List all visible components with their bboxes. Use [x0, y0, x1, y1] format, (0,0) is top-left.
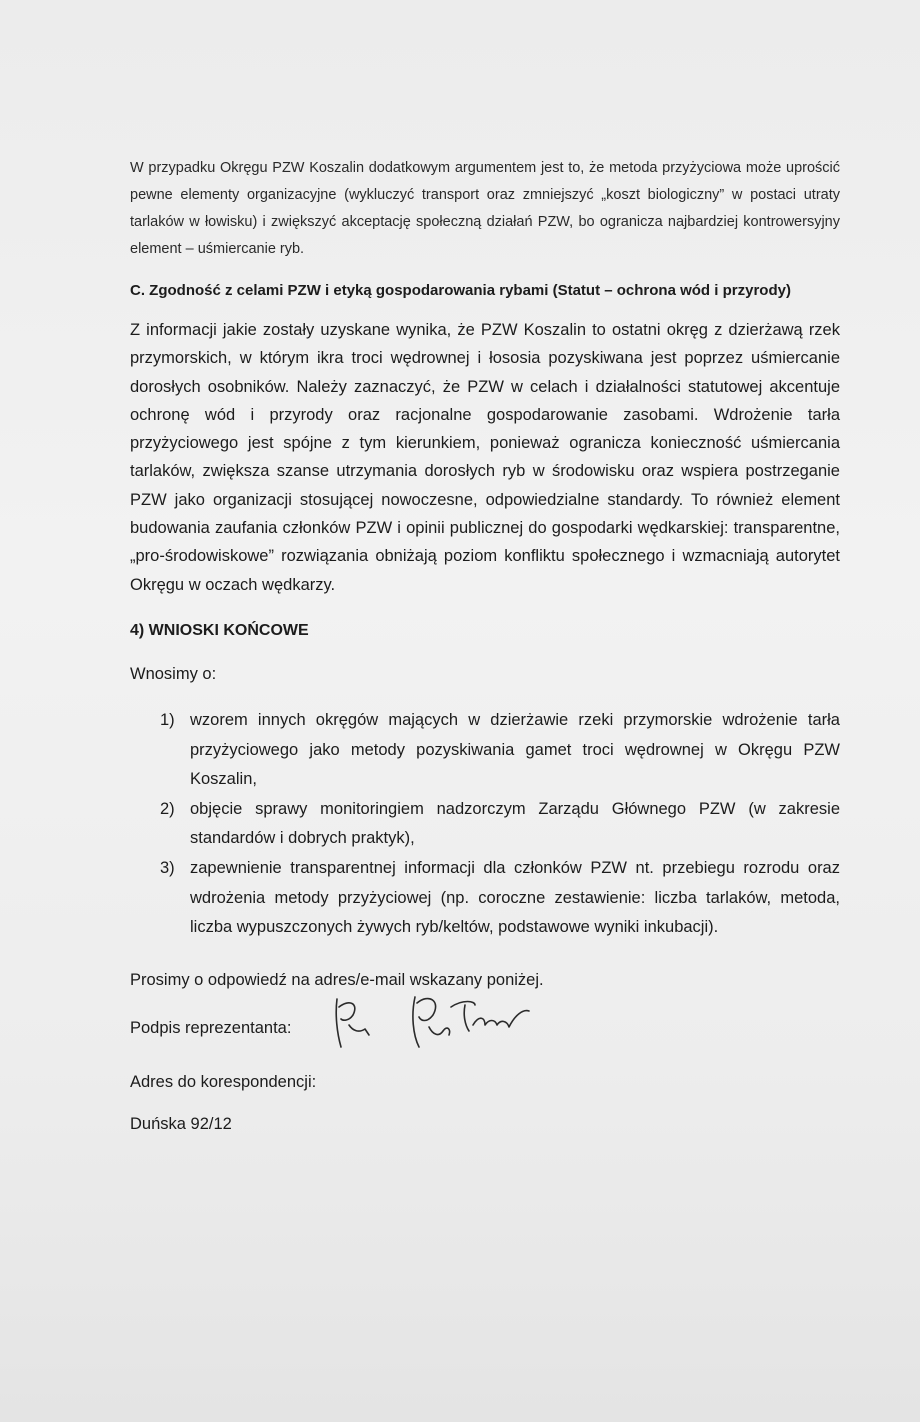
request-item [160, 795, 840, 854]
request-text: wzorem innych okręgów mających w dzierżawie rzeki przymorskie wdrożenie tarła przyżyciowego jako metody pozyskiwania gamet troci wędrownej w Okręgu PZW Koszalin, [190, 710, 840, 789]
section-c-paragraph: Z informacji jakie zostały uzyskane wynika, że PZW Koszalin to ostatni okręg z dzierżawą rzek przymorskich, w którym ikra troci wędrownej i łososia pozyskiwana jest poprzez uśmiercanie dorosłych osobników. Należy zaznaczyć, że PZW w celach i działalności statutowej akcentuje ochronę wód i przyrody oraz racjonalne gospodarowanie zasobami. Wdrożenie tarła przyżyciowego jest spójne z tym kierunkiem, ponieważ ogranicza konieczność uśmiercania tarlaków, zwiększa szanse utrzymania dorosłych ryb w środowisku oraz wspiera postrzeganie PZW jako organizacji stosującej nowoczesne, odpowiedzialne standardy. To również element budowania zaufania członków PZW i opinii publicznej do gospodarki wędkarskiej: transparentne, „pro-środowiskowe” rozwiązania obniżają poziom konfliktu społecznego i wzmacniają autorytet Okręgu w oczach wędkarzy. [130, 321, 840, 594]
signature-label: Podpis reprezentanta: [130, 1018, 292, 1037]
intro-paragraph: W przypadku Okręgu PZW Koszalin dodatkowym argumentem jest to, że metoda przyżyciowa może uprościć pewne elementy organizacyjne (wykluczyć transport oraz zmniejszyć „koszt biologiczny” w postaci utraty tarlaków w łowisku) i zwiększyć akceptację społeczną działań PZW, bo ogranicza najbardziej kontrowersyjny element – uśmiercanie ryb. [130, 160, 840, 257]
request-item [160, 706, 840, 795]
request-text: objęcie sprawy monitoringiem nadzorczym Zarządu Głównego PZW (w zakresie standardów i dobrych praktyk), [190, 799, 840, 848]
requests-list [160, 706, 840, 943]
document-body [130, 155, 840, 1154]
request-item [160, 854, 840, 943]
closing-request: Prosimy o odpowiedź na adres/e-mail wskazany poniżej. [130, 970, 544, 989]
request-number: 2) [160, 799, 175, 818]
section-c-heading: C. Zgodność z celami PZW i etyką gospodarowania rybami (Statut – ochrona wód i przyrody) [130, 282, 791, 299]
section-4-heading: 4) WNIOSKI KOŃCOWE [130, 621, 309, 639]
address-label: Adres do korespondencji: [130, 1072, 317, 1091]
handwritten-signature [325, 985, 555, 1055]
signature-row [130, 1015, 840, 1045]
requests-intro: Wnosimy o: [130, 664, 217, 683]
request-number: 3) [160, 858, 175, 877]
request-number: 1) [160, 710, 175, 729]
address-value: Duńska 92/12 [130, 1115, 232, 1134]
request-text: zapewnienie transparentnej informacji dla członków PZW nt. przebiegu rozrodu oraz wdrożenia metody przyżyciowej (np. coroczne zestawienie: liczba tarlaków, metoda, liczba wypuszczonych żywych ryb/keltów, podstawowe wyniki inkubacji). [190, 858, 840, 937]
